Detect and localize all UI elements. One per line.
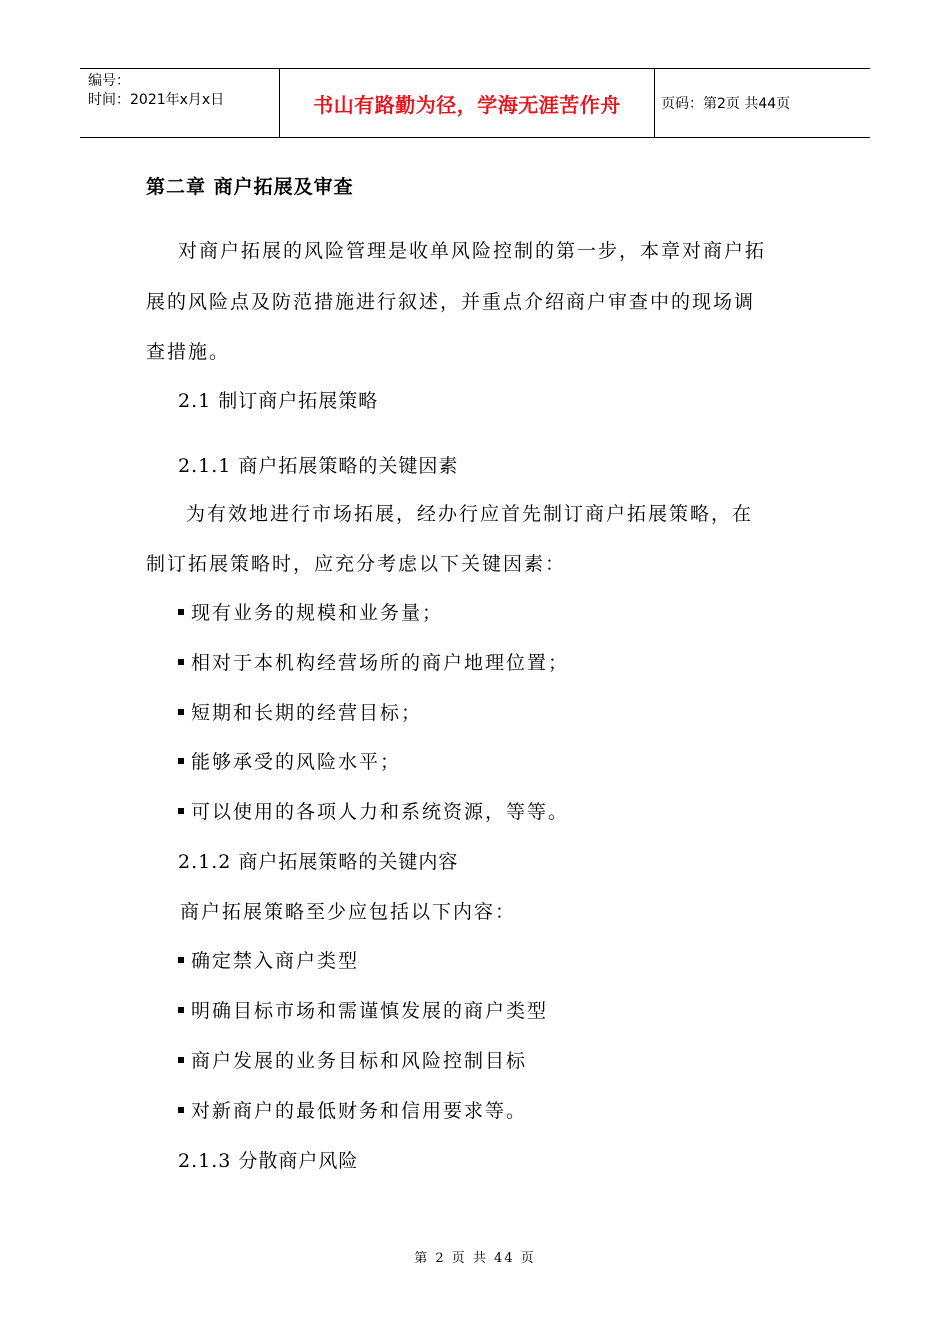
- intro-line-3: 查措施。: [146, 341, 231, 363]
- factor-text: 相对于本机构经营场所的商户地理位置；: [191, 652, 570, 674]
- content-text: 确定禁入商户类型: [191, 950, 360, 972]
- para-2-1-1-line-2: 制订拓展策略时，应充分考虑以下关键因素：: [146, 553, 567, 575]
- bullet-icon: [178, 758, 184, 764]
- content-text: 明确目标市场和需谨慎发展的商户类型: [191, 1000, 549, 1022]
- content-item-1: [178, 946, 359, 973]
- bullet-icon: [178, 659, 184, 665]
- content-item-2: [178, 996, 548, 1023]
- para-2-1-2: 商户拓展策略至少应包括以下内容：: [180, 901, 517, 923]
- header-page-cell: [655, 69, 870, 137]
- section-2-1-3-heading: 2.1.3 分散商户风险: [178, 1150, 359, 1172]
- bullet-icon: [178, 808, 184, 814]
- section-2-1-1-heading: 2.1.1 商户拓展策略的关键因素: [178, 455, 459, 477]
- factor-item-5: [178, 797, 569, 824]
- header-meta: [80, 69, 280, 137]
- factor-text: 可以使用的各项人力和系统资源，等等。: [191, 801, 570, 823]
- para-2-1-1-line-1: 为有效地进行市场拓展，经办行应首先制订商户拓展策略，在: [186, 503, 754, 525]
- factor-item-3: [178, 698, 422, 725]
- bullet-icon: [178, 1007, 184, 1013]
- header-number: 编号：: [88, 73, 130, 89]
- factor-text: 短期和长期的经营目标；: [191, 702, 423, 724]
- intro-line-2: 展的风险点及防范措施进行叙述，并重点介绍商户审查中的现场调: [146, 291, 756, 313]
- bullet-icon: [178, 609, 184, 615]
- section-2-1-2-heading: 2.1.2 商户拓展策略的关键内容: [178, 851, 459, 873]
- header-motto: 书山有路勤为径，学海无涯苦作舟: [313, 92, 621, 117]
- content-text: 商户发展的业务目标和风险控制目标: [191, 1050, 528, 1072]
- header-motto-cell: [280, 69, 655, 137]
- bullet-icon: [178, 1057, 184, 1063]
- chapter-title: 第二章 商户拓展及审查: [146, 176, 354, 198]
- bullet-icon: [178, 709, 184, 715]
- page-header: [80, 68, 870, 138]
- content-item-4: [178, 1096, 527, 1123]
- section-2-1-heading: 2.1 制订商户拓展策略: [178, 390, 379, 412]
- factor-text: 能够承受的风险水平；: [191, 751, 402, 773]
- content-item-3: [178, 1046, 527, 1073]
- header-page-label: 页码：第2页 共44页: [661, 96, 791, 112]
- factor-item-2: [178, 648, 569, 675]
- factor-item-4: [178, 747, 401, 774]
- bullet-icon: [178, 1107, 184, 1113]
- intro-line-1: 对商户拓展的风险管理是收单风险控制的第一步，本章对商户拓: [178, 240, 767, 262]
- header-date: 时间：2021年x月x日: [88, 92, 225, 108]
- page-footer: 第 2 页 共 44 页: [414, 1251, 536, 1266]
- factor-text: 现有业务的规模和业务量；: [191, 602, 444, 624]
- content-text: 对新商户的最低财务和信用要求等。: [191, 1100, 528, 1122]
- bullet-icon: [178, 957, 184, 963]
- factor-item-1: [178, 598, 443, 625]
